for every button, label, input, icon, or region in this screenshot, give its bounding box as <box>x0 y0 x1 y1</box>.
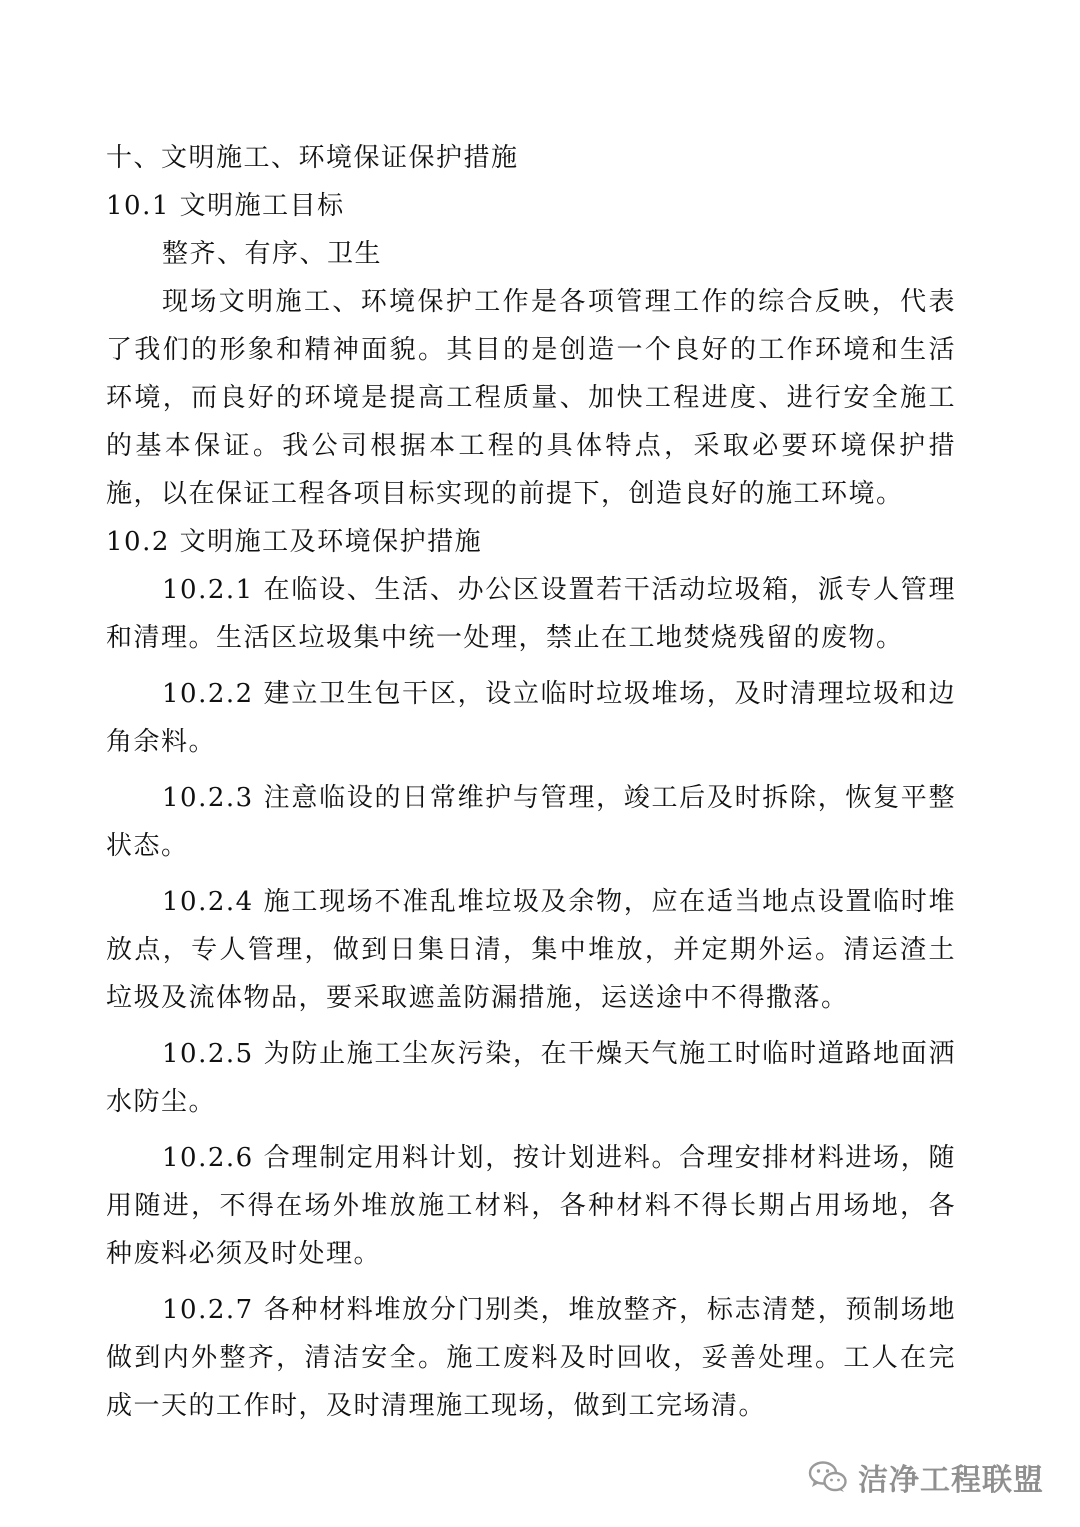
measure-item-10-2-3: 10.2.3 注意临设的日常维护与管理，竣工后及时拆除，恢复平整状态。 <box>106 783 956 861</box>
measure-item-10-2-7: 10.2.7 各种材料堆放分门别类，堆放整齐，标志清楚，预制场地做到内外整齐，清洁安全。施工废料及时回收，妥善处理。工人在完成一天的工作时，及时清理施工现场，做到工完场清。 <box>106 1295 956 1421</box>
measure-item-10-2-5: 10.2.5 为防止施工尘灰污染，在干燥天气施工时临时道路地面洒水防尘。 <box>106 1039 956 1117</box>
wechat-icon <box>808 1460 848 1494</box>
measure-item-10-2-4: 10.2.4 施工现场不准乱堆垃圾及余物，应在适当地点设置临时堆放点，专人管理，做到日集日清，集中堆放，并定期外运。清运渣土垃圾及流体物品，要采取遮盖防漏措施，运送途中不得撒落。 <box>106 887 956 1013</box>
measure-item-10-2-6: 10.2.6 合理制定用料计划，按计划进料。合理安排材料进场，随用随进，不得在场外堆放施工材料，各种材料不得长期占用场地，各种废料必须及时处理。 <box>106 1143 956 1269</box>
measure-item-10-2-2: 10.2.2 建立卫生包干区，设立临时垃圾堆场，及时清理垃圾和边角余料。 <box>106 679 956 757</box>
section-title-10-1: 10.1 文明施工目标 <box>106 191 345 221</box>
goal-text: 整齐、有序、卫生 <box>162 239 383 269</box>
document-body <box>106 134 956 1430</box>
measure-item-10-2-1: 10.2.1 在临设、生活、办公区设置若干活动垃圾箱，派专人管理和清理。生活区垃圾集中统一处理，禁止在工地焚烧残留的废物。 <box>106 575 956 653</box>
intro-paragraph: 现场文明施工、环境保护工作是各项管理工作的综合反映，代表了我们的形象和精神面貌。其目的是创造一个良好的工作环境和生活环境，而良好的环境是提高工程质量、加快工程进度、进行安全施工的基本保证。我公司根据本工程的具体特点，采取必要环境保护措施，以在保证工程各项目标实现的前提下，创造良好的施工环境。 <box>106 287 956 509</box>
chapter-heading: 十、文明施工、环境保证保护措施 <box>106 143 519 173</box>
watermark-text: 洁净工程联盟 <box>858 1463 1044 1498</box>
watermark <box>808 1455 1044 1499</box>
section-title-10-2: 10.2 文明施工及环境保护措施 <box>106 527 483 557</box>
